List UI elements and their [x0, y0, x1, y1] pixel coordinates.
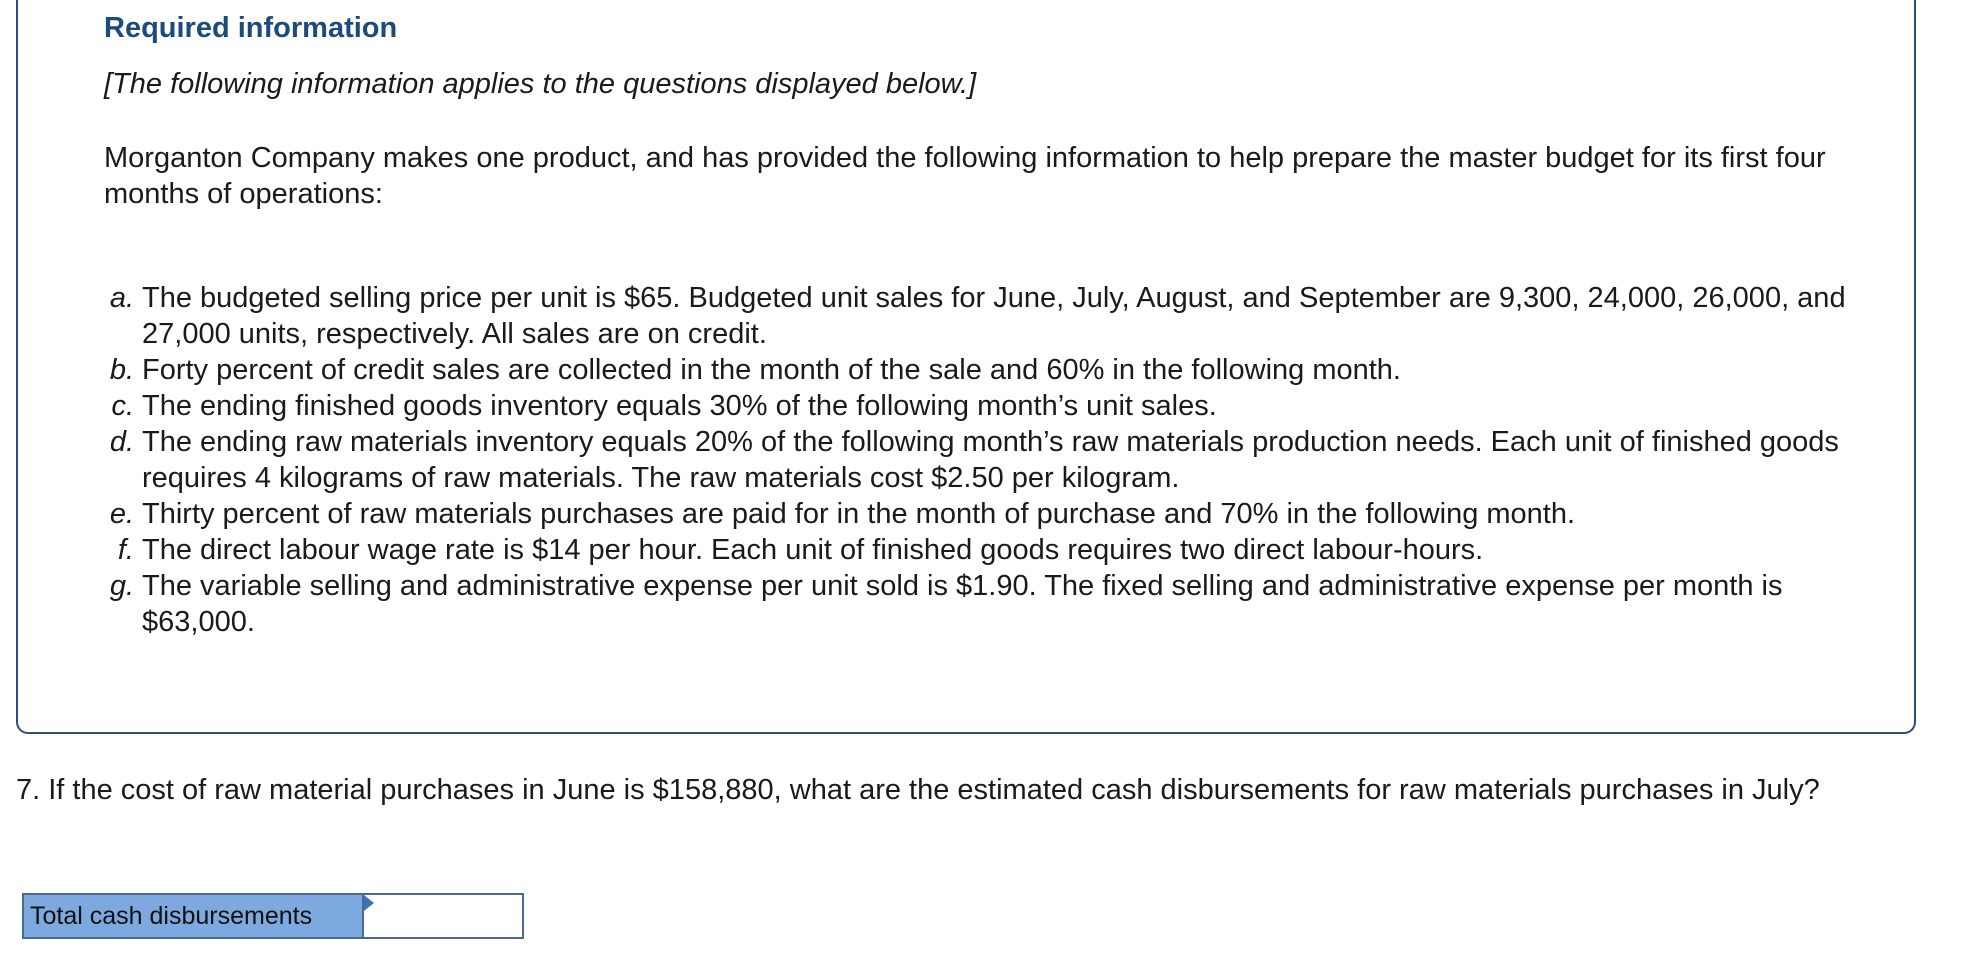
item-text: Thirty percent of raw materials purchases are paid for in the month of purchase and 70% in the following month. — [142, 498, 1576, 530]
list-item — [104, 424, 1884, 496]
item-letter: b. — [109, 354, 134, 386]
required-information-panel — [16, 0, 1916, 734]
panel-title: Required information — [104, 12, 398, 44]
item-text: The direct labour wage rate is $14 per hour. Each unit of finished goods requires two direct labour-hours. — [142, 534, 1484, 566]
answer-input-cell[interactable] — [364, 895, 522, 937]
list-item — [104, 532, 1884, 568]
item-letter: d. — [109, 426, 134, 458]
information-list — [104, 280, 1884, 640]
list-item — [104, 352, 1884, 388]
item-text: The ending raw materials inventory equals 20% of the following month’s raw materials production needs. Each unit of finished goods requires 4 kilograms of raw materials. The raw materials cost $2.50 per kilogram. — [142, 426, 1839, 494]
item-text: Forty percent of credit sales are collected in the month of the sale and 60% in the following month. — [142, 354, 1401, 386]
item-letter: e. — [109, 498, 134, 530]
list-item — [104, 496, 1884, 532]
input-corner-marker-icon — [364, 895, 374, 911]
total-cash-disbursements-input[interactable] — [364, 895, 522, 937]
item-text: The variable selling and administrative expense per unit sold is $1.90. The fixed selling and administrative expense per month is $63,000. — [142, 570, 1783, 638]
panel-intro: Morganton Company makes one product, and has provided the following information to help prepare the master budget for its first four months of operations: — [104, 142, 1826, 210]
list-item — [104, 388, 1884, 424]
item-letter: a. — [109, 282, 134, 314]
list-item — [104, 280, 1884, 352]
answer-label: Total cash disbursements — [24, 895, 364, 937]
item-text: The budgeted selling price per unit is $65. Budgeted unit sales for June, July, August, and September are 9,300, 24,000, 26,000, and 27,000 units, respectively. All sales are on credit. — [142, 282, 1846, 350]
item-letter: c. — [111, 390, 134, 422]
list-item — [104, 568, 1884, 640]
question-text: 7. If the cost of raw material purchases in June is $158,880, what are the estimated cash disbursements for raw materials purchases in July? — [16, 774, 1820, 806]
panel-note: [The following information applies to the questions displayed below.] — [104, 68, 977, 100]
item-letter: f. — [117, 534, 134, 566]
item-text: The ending finished goods inventory equals 30% of the following month’s unit sales. — [142, 390, 1217, 422]
item-letter: g. — [109, 570, 134, 602]
answer-row — [22, 893, 524, 939]
